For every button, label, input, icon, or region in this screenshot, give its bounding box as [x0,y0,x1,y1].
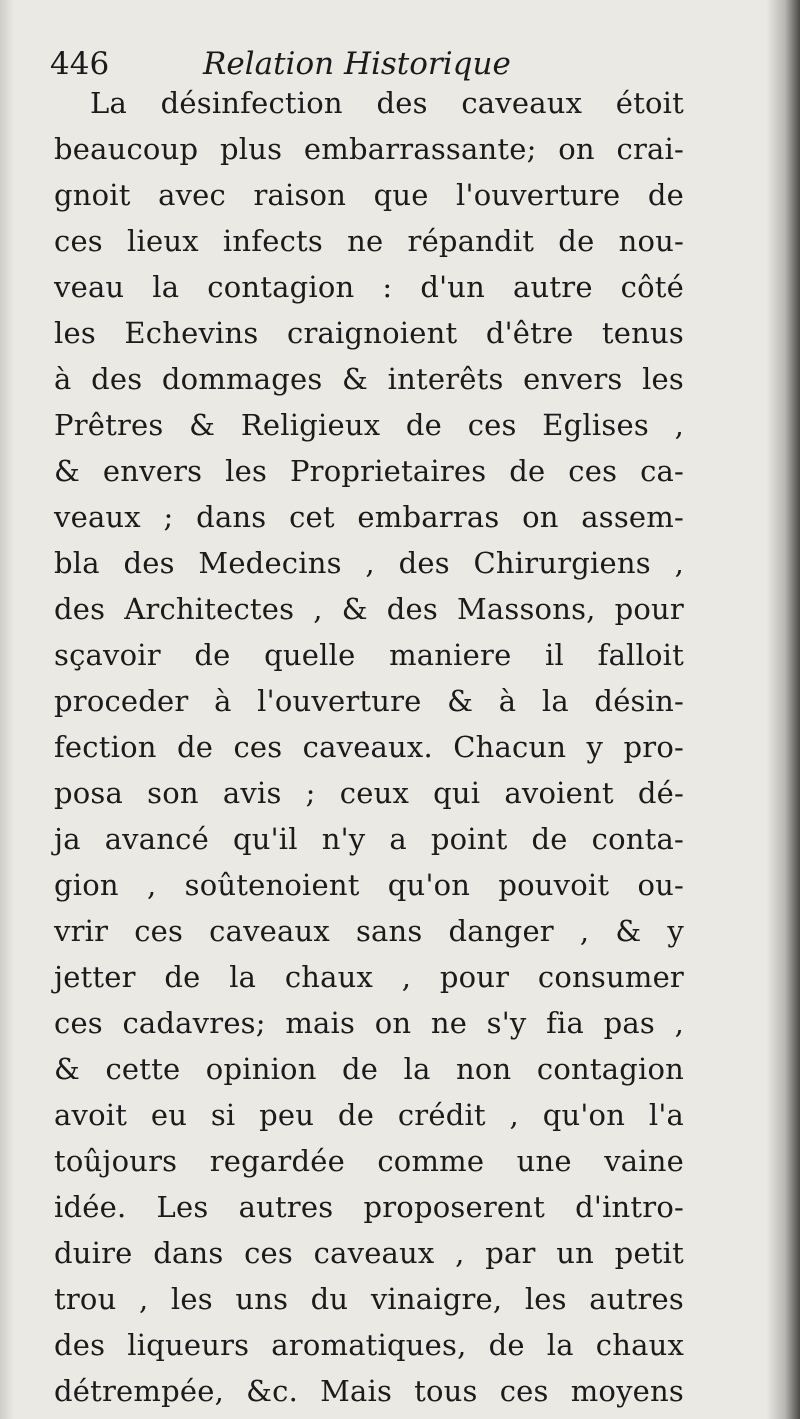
body-text [54,80,684,1414]
text-line: détrempée, &c. Mais tous ces moyens [54,1374,684,1408]
text-line: à des dommages & interêts envers les [54,362,684,396]
text-line: proceder à l'ouverture & à la désin- [54,684,684,718]
text-line: des Architectes , & des Massons, pour [54,592,684,626]
page-number: 446 [50,46,110,82]
text-line: ces lieux infects ne répandit de nou- [54,224,684,258]
text-line: bla des Medecins , des Chirurgiens , [54,546,684,580]
text-line: & cette opinion de la non contagion [54,1052,684,1086]
text-line: gion , soûtenoient qu'on pouvoit ou- [54,868,684,902]
page-left-shadow [0,0,14,1419]
text-line: jetter de la chaux , pour consumer [54,960,684,994]
running-head-title: Relation Historique [203,46,511,82]
text-line: beaucoup plus embarrassante; on crai- [54,132,684,166]
text-line: des liqueurs aromatiques, de la chaux [54,1328,684,1362]
text-line: veau la contagion : d'un autre côté [54,270,684,304]
text-line: fection de ces caveaux. Chacun y pro- [54,730,684,764]
text-line: vrir ces caveaux sans danger , & y [54,914,684,948]
text-line: trou , les uns du vinaigre, les autres [54,1282,684,1316]
text-line: sçavoir de quelle maniere il falloit [54,638,684,672]
text-line: gnoit avec raison que l'ouverture de [54,178,684,212]
text-line: ja avancé qu'il n'y a point de conta- [54,822,684,856]
text-line: veaux ; dans cet embarras on assem- [54,500,684,534]
text-line: La désinfection des caveaux étoit [90,86,684,120]
text-line: ces cadavres; mais on ne s'y fia pas , [54,1006,684,1040]
text-line: & envers les Proprietaires de ces ca- [54,454,684,488]
text-line: toûjours regardée comme une vaine [54,1144,684,1178]
text-line: posa son avis ; ceux qui avoient dé- [54,776,684,810]
text-line: Prêtres & Religieux de ces Eglises , [54,408,684,442]
text-line: les Echevins craignoient d'être tenus [54,316,684,350]
page-right-shadow [766,0,800,1419]
text-line: duire dans ces caveaux , par un petit [54,1236,684,1270]
text-line: avoit eu si peu de crédit , qu'on l'a [54,1098,684,1132]
text-line: idée. Les autres proposerent d'intro- [54,1190,684,1224]
